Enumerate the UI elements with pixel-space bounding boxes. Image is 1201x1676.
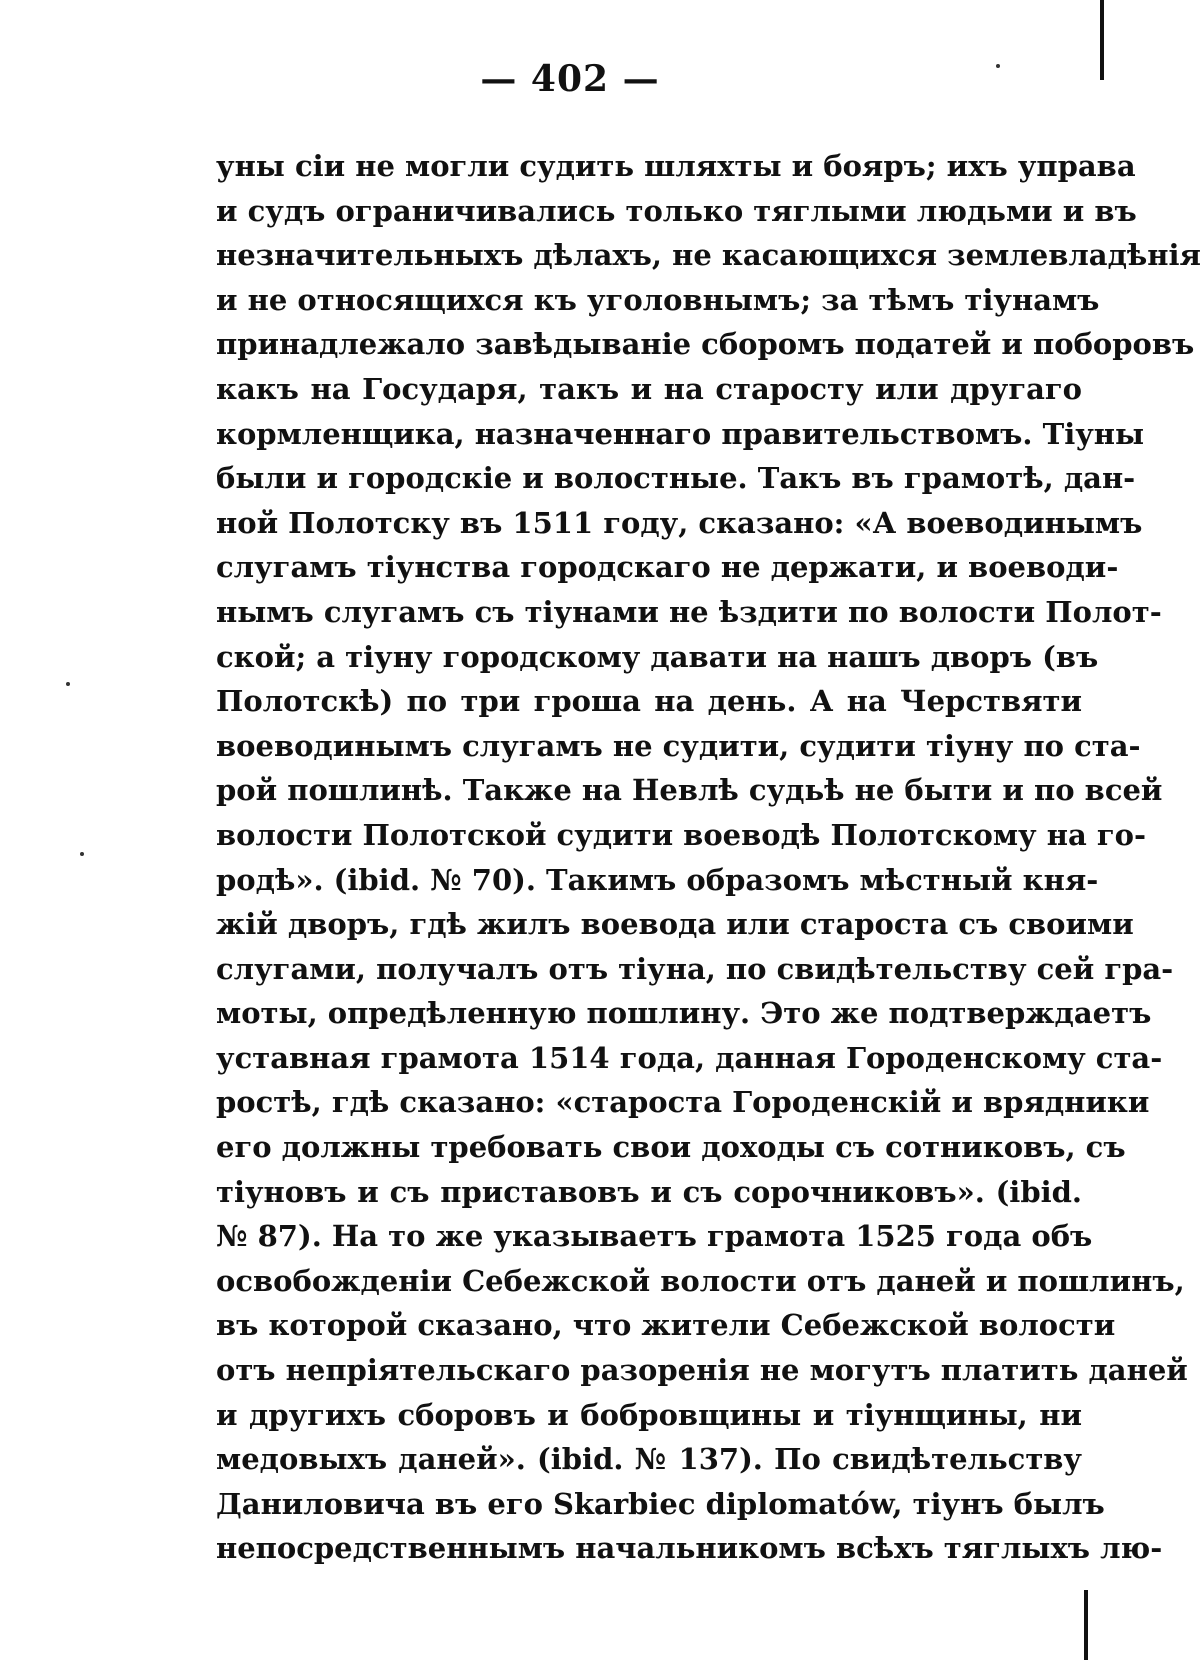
text-line: принадлежало завѣдываніе сборомъ податей и поборовъ bbox=[216, 327, 1195, 362]
scan-speck bbox=[66, 682, 70, 686]
text-line: ской; а тіуну городскому давати на нашъ дворъ (въ bbox=[216, 639, 1099, 674]
text-line: были и городскіе и волостные. Такъ въ грамотѣ, дан- bbox=[216, 461, 1136, 496]
text-line: незначительныхъ дѣлахъ, не касающихся землевладѣнія bbox=[216, 238, 1201, 273]
text-line: и не относящихся къ уголовнымъ; за тѣмъ тіунамъ bbox=[216, 282, 1100, 317]
text-line: отъ непріятельскаго разоренія не могутъ платить даней bbox=[216, 1353, 1188, 1388]
scan-speck bbox=[80, 852, 84, 856]
text-line: уставная грамота 1514 года, данная Городенскому ста- bbox=[216, 1040, 1163, 1075]
scan-edge-mark bbox=[1100, 0, 1104, 80]
text-line: слугами, получалъ отъ тіуна, по свидѣтельству сей гра- bbox=[216, 951, 1174, 986]
text-line: освобожденіи Себежской волости отъ даней и пошлинъ, bbox=[216, 1263, 1185, 1298]
scan-speck bbox=[996, 64, 1000, 68]
text-line: медовыхъ даней». (ibid. № 137). По свидѣтельству bbox=[216, 1442, 1082, 1477]
text-line: моты, опредѣленную пошлину. Это же подтверждаетъ bbox=[216, 996, 1152, 1031]
page-number: — 402 — bbox=[480, 58, 660, 100]
text-line: воеводинымъ слугамъ не судити, судити тіуну по ста- bbox=[216, 728, 1141, 763]
text-line: въ которой сказано, что жители Себежской волости bbox=[216, 1308, 1116, 1343]
text-line: волости Полотской судити воеводѣ Полотскому на го- bbox=[216, 817, 1146, 852]
text-line: Даниловича въ его Skarbiec diplomatów, тіунъ былъ bbox=[216, 1486, 1105, 1521]
text-line: нымъ слугамъ съ тіунами не ѣздити по волости Полот- bbox=[216, 594, 1162, 629]
text-line: № 87). На то же указываетъ грамота 1525 года объ bbox=[216, 1219, 1093, 1254]
text-line: непосредственнымъ начальникомъ всѣхъ тяглыхъ лю- bbox=[216, 1531, 1163, 1566]
text-line: какъ на Государя, такъ и на старосту или другаго bbox=[216, 371, 1082, 406]
text-line: родѣ». (ibid. № 70). Такимъ образомъ мѣстный кня- bbox=[216, 862, 1099, 897]
text-line: кормленщика, назначеннаго правительствомъ. Тіуны bbox=[216, 416, 1145, 451]
text-line: его должны требовать свои доходы съ сотниковъ, съ bbox=[216, 1130, 1126, 1165]
body-text bbox=[216, 144, 1201, 1571]
text-line: и судъ ограничивались только тяглыми людьми и въ bbox=[216, 193, 1137, 228]
text-line: Полотскѣ) по три гроша на день. А на Черствяти bbox=[216, 684, 1082, 719]
text-line: ростѣ, гдѣ сказано: «староста Городенскій и врядники bbox=[216, 1085, 1150, 1120]
text-line: тіуновъ и съ приставовъ и съ сорочниковъ». (ibid. bbox=[216, 1174, 1082, 1209]
text-line: и другихъ сборовъ и бобровщины и тіунщины, ни bbox=[216, 1397, 1082, 1432]
text-line: уны сіи не могли судить шляхты и бояръ; ихъ управа bbox=[216, 149, 1136, 183]
scan-edge-mark bbox=[1084, 1590, 1088, 1660]
text-line: жій дворъ, гдѣ жилъ воевода или староста съ своими bbox=[216, 907, 1134, 942]
text-line: слугамъ тіунства городскаго не держати, и воеводи- bbox=[216, 550, 1119, 585]
text-line: ной Полотску въ 1511 году, сказано: «А воеводинымъ bbox=[216, 505, 1143, 540]
text-line: рой пошлинѣ. Также на Невлѣ судьѣ не быти и по всей bbox=[216, 773, 1163, 808]
